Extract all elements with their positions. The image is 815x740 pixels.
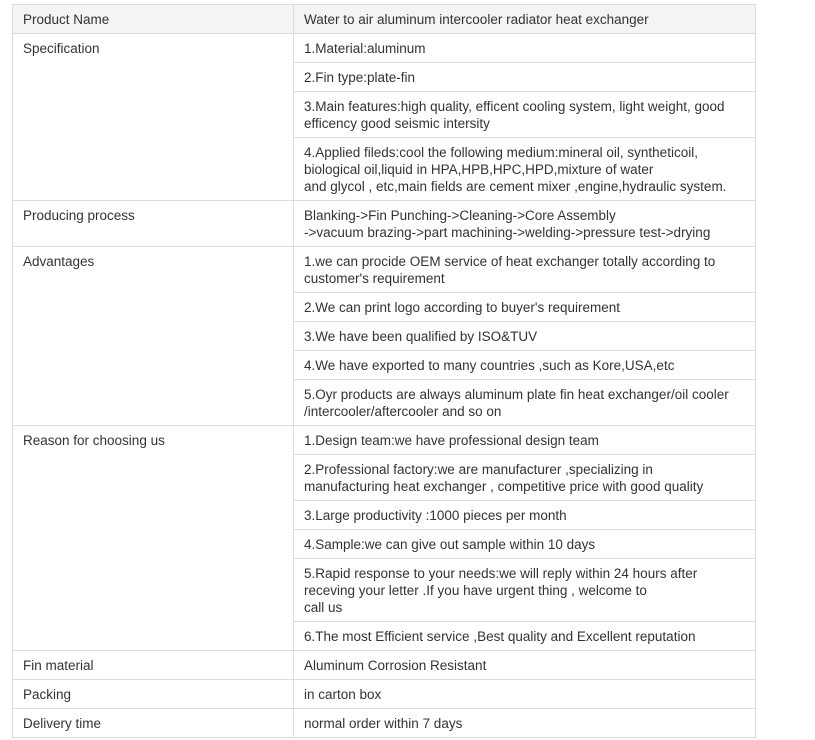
row-label: Specification	[13, 34, 294, 201]
table-row	[13, 651, 756, 680]
value-line: 1.Design team:we have professional design team	[304, 433, 599, 448]
row-value	[294, 622, 756, 651]
row-value	[294, 455, 756, 501]
value-line: efficency good seismic intersity	[304, 116, 490, 131]
value-line: Blanking->Fin Punching->Cleaning->Core Assembly	[304, 208, 616, 223]
row-value	[294, 5, 756, 34]
row-label: Packing	[13, 680, 294, 709]
row-value	[294, 559, 756, 622]
row-value	[294, 322, 756, 351]
value-line: in carton box	[304, 687, 382, 702]
spec-table-body	[13, 5, 756, 738]
value-line: receving your letter .If you have urgent thing , welcome to	[304, 583, 647, 598]
row-value	[294, 501, 756, 530]
value-line: 2.Fin type:plate-fin	[304, 70, 416, 85]
table-row	[13, 709, 756, 738]
value-line: 1.Material:aluminum	[304, 41, 426, 56]
row-value	[294, 293, 756, 322]
row-value	[294, 201, 756, 247]
product-spec-table	[12, 4, 756, 738]
value-line: 5.Oyr products are always aluminum plate fin heat exchanger/oil cooler	[304, 387, 729, 402]
value-line: 3.Main features:high quality, efficent cooling system, light weight, good	[304, 99, 725, 114]
table-row	[13, 5, 756, 34]
value-line: and glycol , etc,main fields are cement mixer ,engine,hydraulic system.	[304, 179, 727, 194]
value-line: 3.We have been qualified by ISO&TUV	[304, 329, 538, 344]
table-row	[13, 426, 756, 455]
value-line: /intercooler/aftercooler and so on	[304, 404, 502, 419]
value-line: 2.We can print logo according to buyer's requirement	[304, 300, 620, 315]
table-row	[13, 680, 756, 709]
table-row	[13, 247, 756, 293]
value-line: 3.Large productivity :1000 pieces per month	[304, 508, 567, 523]
value-line: 4.We have exported to many countries ,such as Kore,USA,etc	[304, 358, 675, 373]
table-row	[13, 201, 756, 247]
table-row	[13, 34, 756, 63]
value-line: ->vacuum brazing->part machining->welding->pressure test->drying	[304, 225, 711, 240]
row-value	[294, 351, 756, 380]
row-value	[294, 247, 756, 293]
row-value	[294, 709, 756, 738]
value-line: 2.Professional factory:we are manufacturer ,specializing in	[304, 462, 653, 477]
value-line: 6.The most Efficient service ,Best quality and Excellent reputation	[304, 629, 696, 644]
row-label: Producing process	[13, 201, 294, 247]
value-line: 4.Sample:we can give out sample within 10 days	[304, 537, 596, 552]
row-value	[294, 651, 756, 680]
row-label: Reason for choosing us	[13, 426, 294, 651]
row-value	[294, 92, 756, 138]
value-line: 4.Applied fileds:cool the following medium:mineral oil, syntheticoil,	[304, 145, 698, 160]
value-line: biological oil,liquid in HPA,HPB,HPC,HPD,mixture of water	[304, 162, 654, 177]
row-label: Fin material	[13, 651, 294, 680]
row-value	[294, 530, 756, 559]
value-line: manufacturing heat exchanger , competitive price with good quality	[304, 479, 704, 494]
row-value	[294, 680, 756, 709]
row-label: Product Name	[13, 5, 294, 34]
row-label: Advantages	[13, 247, 294, 426]
row-label: Delivery time	[13, 709, 294, 738]
value-line: call us	[304, 600, 343, 615]
row-value	[294, 380, 756, 426]
value-line: 1.we can procide OEM service of heat exchanger totally according to	[304, 254, 716, 269]
row-value	[294, 426, 756, 455]
row-value	[294, 63, 756, 92]
value-line: 5.Rapid response to your needs:we will reply within 24 hours after	[304, 566, 698, 581]
value-line: Aluminum Corrosion Resistant	[304, 658, 487, 673]
row-value	[294, 138, 756, 201]
value-line: customer's requirement	[304, 271, 445, 286]
row-value	[294, 34, 756, 63]
value-line: normal order within 7 days	[304, 716, 463, 731]
value-line: Water to air aluminum intercooler radiator heat exchanger	[304, 12, 649, 27]
